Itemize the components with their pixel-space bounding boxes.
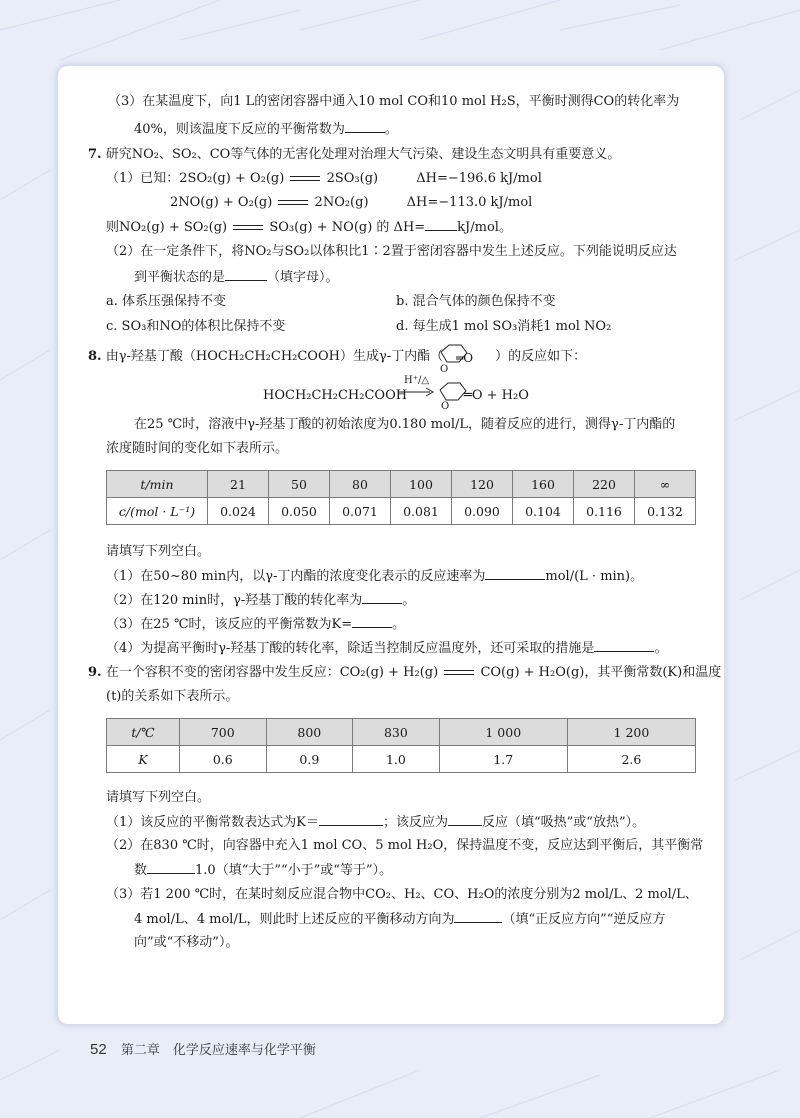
k-cell: 0.9 <box>266 746 353 773</box>
q9-fill-intro: 请填写下列空白。 <box>106 790 211 805</box>
q8-description-line1: 在25 ℃时，溶液中γ-羟基丁酸的初始浓度为0.180 mol/L，随着反应的进行，测得γ-丁内酯的 <box>134 417 676 432</box>
conc-cell: 0.050 <box>269 498 330 525</box>
answer-blank[interactable] <box>594 639 654 652</box>
conc-cell: 0.090 <box>452 498 513 525</box>
table-row-temperature <box>107 719 696 746</box>
q9-sub1: （1）该反应的平衡常数表达式为K＝ ；该反应为 反应（填“吸热”或“放热”）。 <box>106 815 646 830</box>
conc-cell: 0.132 <box>635 498 696 525</box>
equilibrium-arrow-icon <box>231 222 265 234</box>
k-cell: 0.6 <box>180 746 267 773</box>
answer-blank[interactable] <box>225 268 267 281</box>
q9-sub2-line1: （2）在830 ℃时，向容器中充入1 mol CO、5 mol H₂O，保持温度不变，反应达到平衡后，其平衡常 <box>106 838 704 853</box>
time-cell: 50 <box>269 471 330 498</box>
conc-cell: 0.024 <box>208 498 269 525</box>
time-cell: ∞ <box>635 471 696 498</box>
reaction-arrow-icon <box>396 385 436 399</box>
equilibrium-arrow-icon <box>442 667 476 679</box>
q7-part2-line2: 到平衡状态的是 （填字母）。 <box>134 270 339 285</box>
time-cell: 80 <box>330 471 391 498</box>
row-label-k: K <box>107 746 180 773</box>
temp-cell: 1 200 <box>567 719 695 746</box>
chapter-title: 第二章 化学反应速率与化学平衡 <box>120 1043 316 1058</box>
q7-equation-2: 2NO(g) + O₂(g) 2NO₂(g) ΔH=−113.0 kJ/mol <box>170 195 533 210</box>
table-row-concentration <box>107 498 696 525</box>
q7-option-c: c. SO₃和NO的体积比保持不变 <box>106 319 286 334</box>
k-cell: 1.0 <box>353 746 440 773</box>
q7-intro: 7. 研究NO₂、SO₂、CO等气体的无害化处理对治理大气污染、建设生态文明具有重要意义。 <box>88 147 621 162</box>
q9-sub3-line1: （3）若1 200 ℃时，在某时刻反应混合物中CO₂、H₂、CO、H₂O的浓度分别为2 mol/L、2 mol/L、 <box>106 887 698 902</box>
table-row-k <box>107 746 696 773</box>
row-label-temperature: t/℃ <box>107 719 180 746</box>
conc-cell: 0.071 <box>330 498 391 525</box>
answer-blank[interactable] <box>485 567 545 580</box>
table-row-time <box>107 471 696 498</box>
q7-option-b: b. 混合气体的颜色保持不变 <box>396 294 556 309</box>
product-oxygen-label: O <box>441 401 450 412</box>
time-cell: 21 <box>208 471 269 498</box>
q8-fill-intro: 请填写下列空白。 <box>106 544 211 559</box>
time-cell: 120 <box>452 471 513 498</box>
q6-part3-line1: （3）在某温度下，向1 L的密闭容器中通入10 mol CO和10 mol H₂S，平衡时测得CO的转化率为 <box>108 94 680 109</box>
q7-part2-line1: （2）在一定条件下，将NO₂与SO₂以体积比1∶2置于密闭容器中发生上述反应。下列能说明反应达 <box>106 244 677 259</box>
q8-reaction-reactant: HOCH₂CH₂CH₂COOH <box>263 388 408 403</box>
ring-carbonyl-label: ═O <box>456 351 474 365</box>
q8-sub3: （3）在25 ℃时，该反应的平衡常数为K= 。 <box>106 617 406 632</box>
equilibrium-arrow-icon <box>276 197 310 209</box>
answer-blank[interactable] <box>352 615 392 628</box>
k-cell: 2.6 <box>567 746 695 773</box>
row-label-time: t/min <box>107 471 208 498</box>
page-number: 52 <box>90 1041 107 1058</box>
q9-sub2-line2: 数 1.0（填“大于”“小于”或“等于”）。 <box>134 863 393 878</box>
temp-cell: 1 000 <box>439 719 567 746</box>
q9-intro-line1: 9. 在一个容积不变的密闭容器中发生反应：CO₂(g) + H₂(g) CO(g) + H₂O(g)，其平衡常数(K)和温度 <box>88 665 722 680</box>
time-cell: 160 <box>513 471 574 498</box>
answer-blank[interactable] <box>319 813 383 826</box>
ring-oxygen-label: O <box>440 364 449 375</box>
answer-blank[interactable] <box>425 218 457 231</box>
temp-cell: 700 <box>180 719 267 746</box>
q8-reaction-condition: H⁺/△ <box>404 375 430 386</box>
q8-sub2: （2）在120 min时，γ-羟基丁酸的转化率为 。 <box>106 593 416 608</box>
q8-concentration-table <box>106 470 696 525</box>
equilibrium-arrow-icon <box>288 173 322 185</box>
page-footer <box>90 1039 316 1058</box>
temp-cell: 800 <box>266 719 353 746</box>
conc-cell: 0.104 <box>513 498 574 525</box>
q8-sub1: （1）在50~80 min内，以γ-丁内酯的浓度变化表示的反应速率为 mol/(L · min)。 <box>106 569 644 584</box>
answer-blank[interactable] <box>448 813 482 826</box>
q9-intro-line2: (t)的关系如下表所示。 <box>106 689 239 704</box>
time-cell: 100 <box>391 471 452 498</box>
q7-option-d: d. 每生成1 mol SO₃消耗1 mol NO₂ <box>396 319 612 334</box>
answer-blank[interactable] <box>147 861 195 874</box>
q8-description-line2: 浓度随时间的变化如下表所示。 <box>106 441 289 456</box>
answer-blank[interactable] <box>454 910 502 923</box>
answer-blank[interactable] <box>362 591 402 604</box>
q7-option-a: a. 体系压强保持不变 <box>106 294 227 309</box>
q9-sub3-line2: 4 mol/L、4 mol/L，则此时上述反应的平衡移动方向为 （填“正反应方向”“逆反应方 <box>134 912 666 927</box>
q8-intro: 8. 由γ-羟基丁酸（HOCH₂CH₂CH₂COOH）生成γ-丁内酯（ ）的反应如下： <box>88 349 587 364</box>
row-label-concentration: c/(mol · L⁻¹) <box>107 498 208 525</box>
conc-cell: 0.081 <box>391 498 452 525</box>
k-cell: 1.7 <box>439 746 567 773</box>
q8-reaction-products: ═O + H₂O <box>464 388 529 403</box>
q9-equilibrium-table <box>106 718 696 773</box>
q7-equation-1: （1）已知：2SO₂(g) + O₂(g) 2SO₃(g) ΔH=−196.6 kJ/mol <box>106 171 542 186</box>
time-cell: 220 <box>574 471 635 498</box>
q9-sub3-line3: 向”或“不移动”）。 <box>134 935 239 950</box>
q6-part3-line2: 40%，则该温度下反应的平衡常数为 。 <box>134 122 398 137</box>
q7-equation-3: 则NO₂(g) + SO₂(g) SO₃(g) + NO(g) 的 ΔH= kJ/mol。 <box>106 220 512 235</box>
conc-cell: 0.116 <box>574 498 635 525</box>
temp-cell: 830 <box>353 719 440 746</box>
answer-blank[interactable] <box>345 120 385 133</box>
q8-sub4: （4）为提高平衡时γ-羟基丁酸的转化率，除适当控制反应温度外，还可采取的措施是 。 <box>106 641 668 656</box>
